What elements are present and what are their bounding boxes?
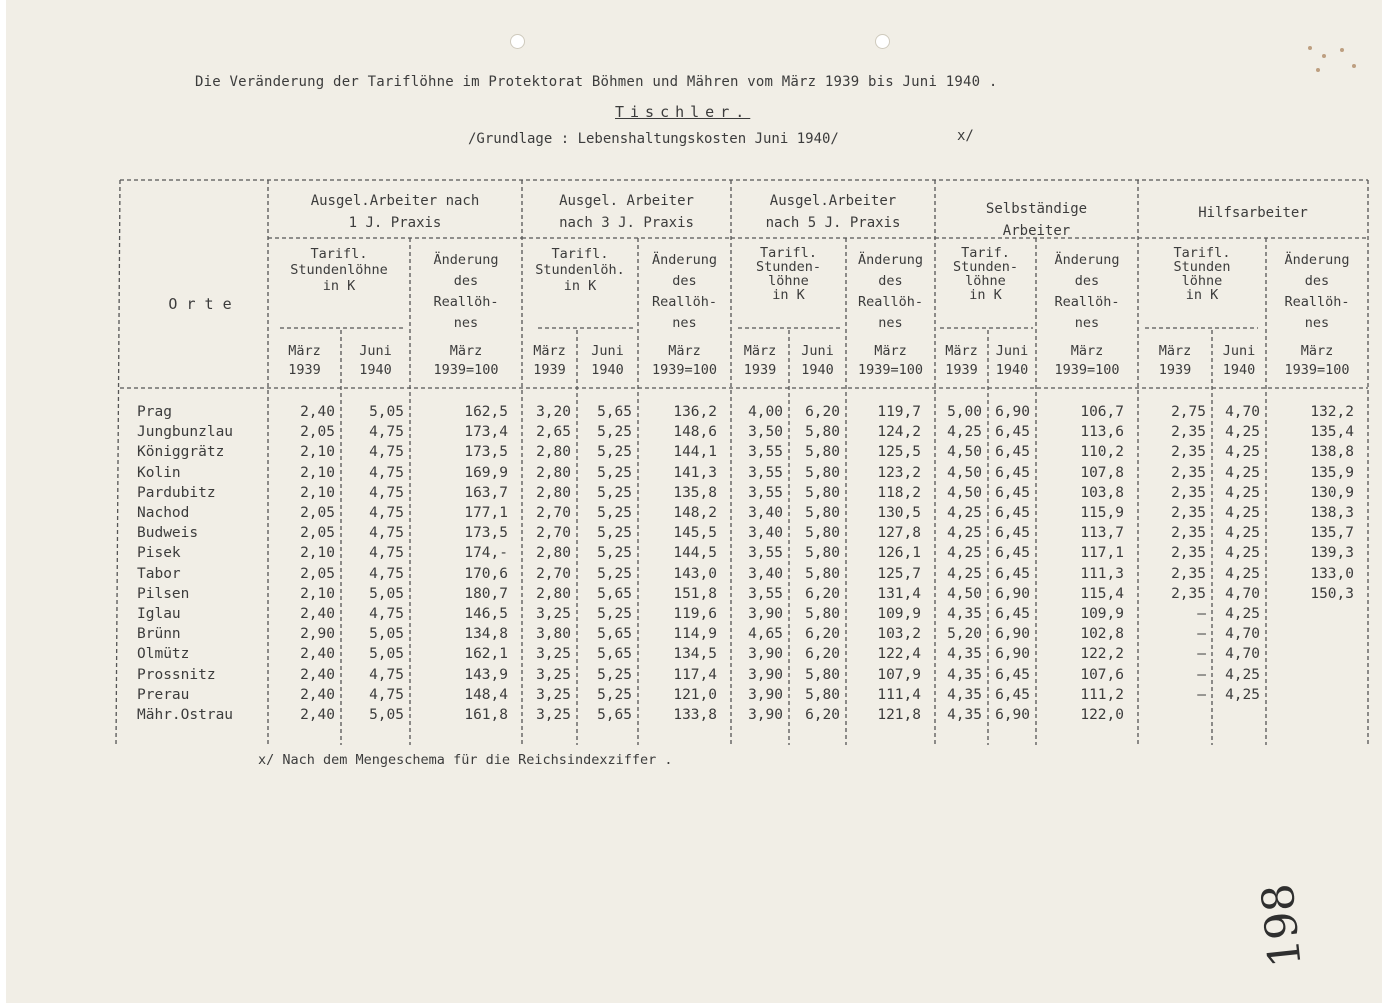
cell-r8-c12: 2,35	[1171, 565, 1206, 582]
cell-r12-c3: 3,25	[536, 646, 571, 663]
cell-r13-c8: 107,9	[877, 666, 921, 683]
cell-r14-c2: 148,4	[464, 686, 508, 703]
cell-r2-c10: 6,45	[995, 444, 1030, 461]
cell-r14-c8: 111,4	[877, 686, 921, 703]
header-aenderung-5: Änderung des Reallöh- nes	[1284, 252, 1350, 331]
cell-r4-c1: 4,75	[369, 484, 404, 501]
header-tarif-3: Tarifl. Stunden- löhne in K	[755, 245, 822, 303]
document-title: Die Veränderung der Tariflöhne im Protektorat Böhmen und Mähren vom März 1939 bis Juni 1940 .	[195, 74, 998, 90]
cell-r11-c6: 4,65	[748, 626, 783, 643]
header-maerz-5: März 1939	[1158, 343, 1192, 378]
header-group-5: Hilfsarbeiter	[1198, 205, 1308, 221]
cell-r3-c13: 4,25	[1225, 464, 1260, 481]
cell-r12-c9: 4,35	[947, 646, 982, 663]
cell-r3-c0: 2,10	[300, 464, 335, 481]
town-11: Brünn	[137, 626, 181, 643]
cell-r11-c12: –	[1197, 626, 1206, 643]
header-index-1: März 1939=100	[433, 343, 499, 378]
cell-r2-c11: 110,2	[1080, 444, 1124, 461]
basis-note: /Grundlage : Lebenshaltungskosten Juni 1940/	[468, 131, 839, 147]
cell-r3-c11: 107,8	[1080, 464, 1124, 481]
cell-r12-c13: 4,70	[1225, 646, 1260, 663]
cell-r1-c10: 6,45	[995, 424, 1030, 441]
header-index-5: März 1939=100	[1284, 343, 1350, 378]
cell-r1-c6: 3,50	[748, 424, 783, 441]
cell-r7-c6: 3,55	[748, 545, 783, 562]
cell-r7-c3: 2,80	[536, 545, 571, 562]
cell-r13-c4: 5,25	[597, 666, 632, 683]
cell-r0-c7: 6,20	[805, 404, 840, 420]
cell-r2-c5: 144,1	[673, 444, 717, 461]
cell-r10-c13: 4,25	[1225, 606, 1260, 622]
cell-r12-c7: 6,20	[805, 646, 840, 663]
cell-r13-c7: 5,80	[805, 666, 840, 683]
cell-r14-c5: 121,0	[673, 686, 717, 703]
town-13: Prossnitz	[137, 666, 216, 683]
cell-r1-c12: 2,35	[1171, 424, 1206, 441]
header-maerz-3: März 1939	[743, 343, 777, 378]
cell-r14-c13: 4,25	[1225, 686, 1260, 703]
cell-r6-c0: 2,05	[300, 525, 335, 542]
cell-r2-c9: 4,50	[947, 444, 982, 461]
cell-r8-c13: 4,25	[1225, 565, 1260, 582]
cell-r10-c10: 6,45	[995, 606, 1030, 622]
cell-r3-c3: 2,80	[536, 464, 571, 481]
cell-r15-c11: 122,0	[1080, 707, 1124, 723]
cell-r4-c2: 163,7	[464, 484, 508, 501]
cell-r15-c5: 133,8	[673, 707, 717, 723]
cell-r8-c11: 111,3	[1080, 565, 1124, 582]
cell-r6-c6: 3,40	[748, 525, 783, 542]
cell-r6-c1: 4,75	[369, 525, 404, 542]
cell-r10-c4: 5,25	[597, 606, 632, 622]
cell-r2-c0: 2,10	[300, 444, 335, 461]
header-maerz-4: März 1939	[945, 343, 978, 378]
cell-r3-c4: 5,25	[597, 464, 632, 481]
cell-r2-c2: 173,5	[464, 444, 508, 461]
cell-r6-c7: 5,80	[805, 525, 840, 542]
cell-r8-c9: 4,25	[947, 565, 982, 582]
cell-r0-c14: 132,2	[1310, 404, 1354, 420]
cell-r7-c0: 2,10	[300, 545, 335, 562]
cell-r8-c14: 133,0	[1310, 565, 1354, 582]
cell-r6-c4: 5,25	[597, 525, 632, 542]
cell-r5-c12: 2,35	[1171, 505, 1206, 521]
cell-r8-c6: 3,40	[748, 565, 783, 582]
cell-r10-c5: 119,6	[673, 606, 717, 622]
cell-r5-c6: 3,40	[748, 505, 783, 521]
town-15: Mähr.Ostrau	[137, 707, 234, 723]
cell-r14-c10: 6,45	[995, 686, 1030, 703]
cell-r7-c11: 117,1	[1080, 545, 1124, 562]
cell-r4-c7: 5,80	[805, 484, 840, 501]
cell-r1-c13: 4,25	[1225, 424, 1260, 441]
cell-r0-c10: 6,90	[995, 404, 1030, 420]
cell-r9-c7: 6,20	[805, 585, 840, 602]
cell-r9-c4: 5,65	[597, 585, 632, 602]
cell-r1-c9: 4,25	[947, 424, 982, 441]
cell-r5-c9: 4,25	[947, 505, 982, 521]
cell-r11-c3: 3,80	[536, 626, 571, 643]
basis-footnote-mark: x/	[957, 128, 974, 144]
cell-r5-c14: 138,3	[1310, 505, 1354, 521]
cell-r0-c5: 136,2	[673, 404, 717, 420]
cell-r9-c2: 180,7	[464, 585, 508, 602]
cell-r2-c8: 125,5	[877, 444, 921, 461]
cell-r3-c8: 123,2	[877, 464, 921, 481]
cell-r9-c0: 2,10	[300, 585, 335, 602]
cell-r10-c12: –	[1197, 606, 1206, 622]
header-aenderung-1: Änderung des Reallöh- nes	[433, 252, 499, 331]
cell-r4-c0: 2,10	[300, 484, 335, 501]
cell-r15-c6: 3,90	[748, 707, 783, 723]
cell-r6-c12: 2,35	[1171, 525, 1206, 542]
cell-r4-c10: 6,45	[995, 484, 1030, 501]
cell-r1-c4: 5,25	[597, 424, 632, 441]
cell-r15-c2: 161,8	[464, 707, 508, 723]
cell-r3-c12: 2,35	[1171, 464, 1206, 481]
cell-r3-c7: 5,80	[805, 464, 840, 481]
cell-r15-c1: 5,05	[369, 707, 404, 723]
cell-r5-c0: 2,05	[300, 505, 335, 521]
table-left-rule	[116, 180, 120, 745]
header-aenderung-3: Änderung des Reallöh- nes	[857, 252, 924, 331]
cell-r11-c7: 6,20	[805, 626, 840, 643]
cell-r12-c12: –	[1197, 646, 1206, 663]
cell-r2-c6: 3,55	[748, 444, 783, 461]
cell-r5-c8: 130,5	[877, 505, 921, 521]
cell-r9-c12: 2,35	[1171, 585, 1206, 602]
cell-r2-c4: 5,25	[597, 444, 632, 461]
cell-r0-c2: 162,5	[464, 404, 508, 420]
header-tarif-2: Tarifl. Stundenlöh. in K	[535, 246, 625, 294]
cell-r1-c0: 2,05	[300, 424, 335, 441]
cell-r3-c1: 4,75	[369, 464, 404, 481]
cell-r9-c8: 131,4	[877, 585, 921, 602]
cell-r12-c2: 162,1	[464, 646, 508, 663]
cell-r10-c8: 109,9	[877, 606, 921, 622]
cell-r11-c11: 102,8	[1080, 626, 1124, 643]
cell-r6-c8: 127,8	[877, 525, 921, 542]
cell-r9-c9: 4,50	[947, 585, 982, 602]
cell-r7-c12: 2,35	[1171, 545, 1206, 562]
cell-r1-c8: 124,2	[877, 424, 921, 441]
cell-r4-c12: 2,35	[1171, 484, 1206, 501]
cell-r12-c1: 5,05	[369, 646, 404, 663]
cell-r7-c5: 144,5	[673, 545, 717, 562]
cell-r2-c3: 2,80	[536, 444, 571, 461]
cell-r6-c2: 173,5	[464, 525, 508, 542]
handwritten-page-number: 198	[1252, 881, 1312, 970]
cell-r6-c10: 6,45	[995, 525, 1030, 542]
cell-r4-c8: 118,2	[877, 484, 921, 501]
cell-r14-c0: 2,40	[300, 686, 335, 703]
cell-r0-c13: 4,70	[1225, 404, 1260, 420]
cell-r15-c9: 4,35	[947, 707, 982, 723]
cell-r9-c13: 4,70	[1225, 585, 1260, 602]
cell-r8-c10: 6,45	[995, 565, 1030, 582]
cell-r15-c3: 3,25	[536, 707, 571, 723]
cell-r10-c1: 4,75	[369, 606, 404, 622]
town-10: Iglau	[137, 606, 181, 622]
town-9: Pilsen	[137, 585, 190, 602]
cell-r8-c0: 2,05	[300, 565, 335, 582]
town-2: Königgrätz	[137, 444, 225, 461]
cell-r0-c1: 5,05	[369, 404, 404, 420]
cell-r11-c13: 4,70	[1225, 626, 1260, 643]
header-aenderung-2: Änderung des Reallöh- nes	[651, 252, 718, 331]
cell-r1-c7: 5,80	[805, 424, 840, 441]
cell-r12-c4: 5,65	[597, 646, 632, 663]
cell-r13-c0: 2,40	[300, 666, 335, 683]
cell-r5-c2: 177,1	[464, 505, 508, 521]
cell-r14-c1: 4,75	[369, 686, 404, 703]
town-4: Pardubitz	[137, 484, 216, 501]
cell-r2-c14: 138,8	[1310, 444, 1354, 461]
cell-r4-c4: 5,25	[597, 484, 632, 501]
town-12: Olmütz	[137, 646, 190, 663]
town-0: Prag	[137, 404, 172, 420]
cell-r10-c3: 3,25	[536, 606, 571, 622]
header-juni-1: Juni 1940	[359, 343, 392, 378]
cell-r1-c14: 135,4	[1310, 424, 1354, 441]
town-7: Pisek	[137, 545, 181, 562]
cell-r8-c1: 4,75	[369, 565, 404, 582]
header-group-2: Ausgel. Arbeiter nach 3 J. Praxis	[559, 193, 694, 231]
cell-r0-c6: 4,00	[748, 404, 783, 420]
town-1: Jungbunzlau	[137, 424, 234, 441]
cell-r12-c10: 6,90	[995, 646, 1030, 663]
cell-r7-c14: 139,3	[1310, 545, 1354, 562]
cell-r1-c3: 2,65	[536, 424, 571, 441]
cell-r3-c6: 3,55	[748, 464, 783, 481]
cell-r9-c11: 115,4	[1080, 585, 1124, 602]
header-juni-4: Juni 1940	[995, 343, 1029, 378]
cell-r12-c8: 122,4	[877, 646, 921, 663]
cell-r1-c1: 4,75	[369, 424, 404, 441]
cell-r0-c8: 119,7	[877, 404, 921, 420]
cell-r5-c1: 4,75	[369, 505, 404, 521]
cell-r14-c9: 4,35	[947, 686, 982, 703]
cell-r7-c7: 5,80	[805, 545, 840, 562]
header-orte: O r t e	[168, 295, 232, 313]
cell-r10-c9: 4,35	[947, 606, 982, 622]
cell-r15-c10: 6,90	[995, 707, 1030, 723]
header-aenderung-4: Änderung des Reallöh- nes	[1054, 252, 1120, 331]
cell-r7-c4: 5,25	[597, 545, 632, 562]
cell-r5-c13: 4,25	[1225, 505, 1260, 521]
cell-r10-c7: 5,80	[805, 606, 840, 622]
cell-r9-c6: 3,55	[748, 585, 783, 602]
cell-r0-c3: 3,20	[536, 404, 571, 420]
cell-r12-c11: 122,2	[1080, 646, 1124, 663]
cell-r13-c13: 4,25	[1225, 666, 1260, 683]
cell-r0-c11: 106,7	[1080, 404, 1124, 420]
cell-r4-c3: 2,80	[536, 484, 571, 501]
cell-r8-c4: 5,25	[597, 565, 632, 582]
header-tarif-1: Tarifl. Stundenlöhne in K	[290, 246, 388, 294]
cell-r2-c7: 5,80	[805, 444, 840, 461]
cell-r0-c9: 5,00	[947, 404, 982, 420]
cell-r8-c8: 125,7	[877, 565, 921, 582]
cell-r4-c9: 4,50	[947, 484, 982, 501]
town-5: Nachod	[137, 505, 190, 521]
cell-r5-c4: 5,25	[597, 505, 632, 521]
header-juni-2: Juni 1940	[591, 343, 624, 378]
cell-r7-c8: 126,1	[877, 545, 921, 562]
cell-r3-c10: 6,45	[995, 464, 1030, 481]
cell-r4-c11: 103,8	[1080, 484, 1124, 501]
cell-r4-c6: 3,55	[748, 484, 783, 501]
cell-r14-c3: 3,25	[536, 686, 571, 703]
cell-r15-c7: 6,20	[805, 707, 840, 723]
header-tarif-5: Tarifl. Stunden löhne in K	[1173, 245, 1231, 303]
cell-r11-c2: 134,8	[464, 626, 508, 643]
cell-r1-c11: 113,6	[1080, 424, 1124, 441]
cell-r11-c10: 6,90	[995, 626, 1030, 643]
cell-r14-c6: 3,90	[748, 686, 783, 703]
cell-r11-c9: 5,20	[947, 626, 982, 643]
cell-r7-c9: 4,25	[947, 545, 982, 562]
cell-r6-c9: 4,25	[947, 525, 982, 542]
cell-r6-c13: 4,25	[1225, 525, 1260, 542]
cell-r7-c10: 6,45	[995, 545, 1030, 562]
header-index-4: März 1939=100	[1054, 343, 1120, 378]
cell-r2-c13: 4,25	[1225, 444, 1260, 461]
cell-r9-c14: 150,3	[1310, 585, 1354, 602]
cell-r3-c5: 141,3	[673, 464, 717, 481]
header-juni-3: Juni 1940	[801, 343, 834, 378]
cell-r10-c11: 109,9	[1080, 606, 1124, 622]
cell-r13-c2: 143,9	[464, 666, 508, 683]
cell-r5-c7: 5,80	[805, 505, 840, 521]
cell-r13-c11: 107,6	[1080, 666, 1124, 683]
cell-r13-c10: 6,45	[995, 666, 1030, 683]
cell-r8-c2: 170,6	[464, 565, 508, 582]
header-group-4: Selbständige Arbeiter	[985, 201, 1088, 239]
cell-r5-c5: 148,2	[673, 505, 717, 521]
cell-r3-c2: 169,9	[464, 464, 508, 481]
cell-r15-c4: 5,65	[597, 707, 632, 723]
cell-r2-c1: 4,75	[369, 444, 404, 461]
cell-r0-c12: 2,75	[1171, 404, 1206, 420]
cell-r8-c5: 143,0	[673, 565, 717, 582]
cell-r9-c5: 151,8	[673, 585, 717, 602]
cell-r10-c2: 146,5	[464, 606, 508, 622]
header-group-1: Ausgel.Arbeiter nach 1 J. Praxis	[310, 193, 480, 231]
cell-r12-c6: 3,90	[748, 646, 783, 663]
cell-r8-c7: 5,80	[805, 565, 840, 582]
cell-r2-c12: 2,35	[1171, 444, 1206, 461]
cell-r1-c2: 173,4	[464, 424, 508, 441]
header-juni-5: Juni 1940	[1222, 343, 1256, 378]
cell-r9-c1: 5,05	[369, 585, 404, 602]
cell-r5-c11: 115,9	[1080, 505, 1124, 521]
cell-r5-c10: 6,45	[995, 505, 1030, 521]
cell-r8-c3: 2,70	[536, 565, 571, 582]
cell-r0-c4: 5,65	[597, 404, 632, 420]
cell-r15-c8: 121,8	[877, 707, 921, 723]
town-14: Prerau	[137, 686, 190, 703]
cell-r11-c8: 103,2	[877, 626, 921, 643]
cell-r6-c3: 2,70	[536, 525, 571, 542]
cell-r7-c2: 174,-	[464, 545, 508, 562]
cell-r10-c0: 2,40	[300, 606, 335, 622]
cell-r4-c13: 4,25	[1225, 484, 1260, 501]
footnote: x/ Nach dem Mengeschema für die Reichsindexziffer .	[258, 752, 673, 768]
cell-r11-c0: 2,90	[300, 626, 335, 643]
town-3: Kolin	[137, 464, 181, 481]
cell-r4-c14: 130,9	[1310, 484, 1354, 501]
cell-r9-c10: 6,90	[995, 585, 1030, 602]
town-8: Tabor	[137, 565, 181, 582]
cell-r12-c0: 2,40	[300, 646, 335, 663]
cell-r14-c11: 111,2	[1080, 686, 1124, 703]
header-tarif-4: Tarif. Stunden- löhne in K	[952, 245, 1019, 303]
cell-r7-c1: 4,75	[369, 545, 404, 562]
cell-r14-c12: –	[1197, 686, 1206, 703]
cell-r12-c5: 134,5	[673, 646, 717, 663]
cell-r13-c1: 4,75	[369, 666, 404, 683]
cell-r13-c3: 3,25	[536, 666, 571, 683]
cell-r3-c14: 135,9	[1310, 464, 1354, 481]
header-group-3: Ausgel.Arbeiter nach 5 J. Praxis	[765, 193, 901, 231]
header-maerz-2: März 1939	[533, 343, 566, 378]
cell-r11-c5: 114,9	[673, 626, 717, 643]
cell-r11-c1: 5,05	[369, 626, 404, 643]
document-subtitle: Tischler.	[615, 103, 751, 121]
cell-r14-c7: 5,80	[805, 686, 840, 703]
header-index-3: März 1939=100	[857, 343, 924, 378]
cell-r13-c6: 3,90	[748, 666, 783, 683]
cell-r5-c3: 2,70	[536, 505, 571, 521]
cell-r6-c14: 135,7	[1310, 525, 1354, 542]
cell-r7-c13: 4,25	[1225, 545, 1260, 562]
cell-r9-c3: 2,80	[536, 585, 571, 602]
cell-r6-c11: 113,7	[1080, 525, 1124, 542]
town-6: Budweis	[137, 525, 199, 542]
header-index-2: März 1939=100	[651, 343, 718, 378]
cell-r6-c5: 145,5	[673, 525, 717, 542]
cell-r13-c5: 117,4	[673, 666, 717, 683]
cell-r10-c6: 3,90	[748, 606, 783, 622]
cell-r0-c0: 2,40	[300, 404, 335, 420]
cell-r1-c5: 148,6	[673, 424, 717, 441]
cell-r13-c9: 4,35	[947, 666, 982, 683]
cell-r13-c12: –	[1197, 666, 1206, 683]
header-maerz-1: März 1939	[288, 343, 321, 378]
cell-r14-c4: 5,25	[597, 686, 632, 703]
cell-r4-c5: 135,8	[673, 484, 717, 501]
cell-r3-c9: 4,50	[947, 464, 982, 481]
cell-r11-c4: 5,65	[597, 626, 632, 643]
cell-r15-c0: 2,40	[300, 707, 335, 723]
